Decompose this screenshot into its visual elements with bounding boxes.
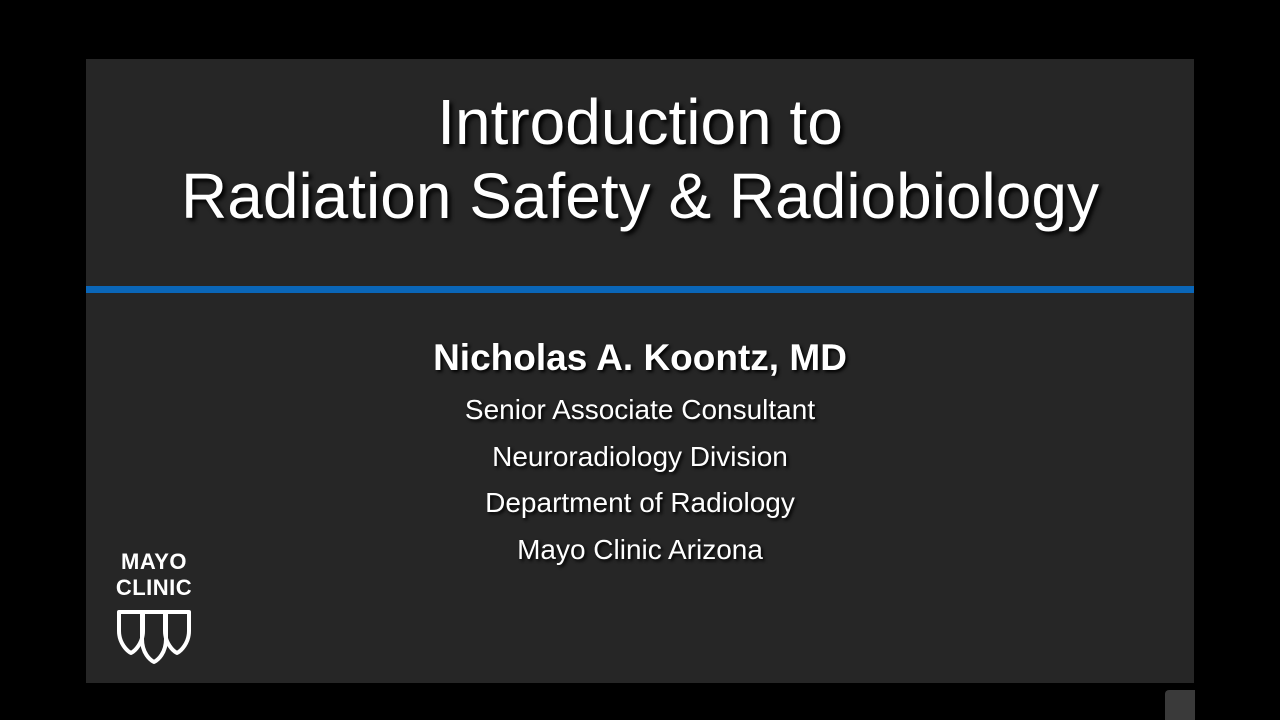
author-division: Neuroradiology Division bbox=[492, 440, 788, 472]
mayo-clinic-logo bbox=[104, 549, 204, 665]
slide-title-line-2: Radiation Safety & Radiobiology bbox=[181, 160, 1099, 232]
player-control-button[interactable] bbox=[1165, 690, 1195, 720]
title-slide bbox=[86, 59, 1194, 683]
logo-word-2: CLINIC bbox=[115, 575, 193, 600]
author-department: Department of Radiology bbox=[485, 487, 795, 518]
slide-title-line-1: Introduction to bbox=[437, 86, 843, 158]
logo-word-1: MAYO bbox=[121, 549, 187, 574]
three-shields-icon bbox=[116, 609, 192, 665]
author-block bbox=[86, 335, 1194, 573]
author-position: Senior Associate Consultant bbox=[464, 394, 816, 425]
slide-title bbox=[86, 85, 1194, 233]
title-divider bbox=[86, 286, 1194, 293]
author-institution: Mayo Clinic Arizona bbox=[517, 533, 763, 565]
author-name: Nicholas A. Koontz, MD bbox=[433, 337, 847, 378]
